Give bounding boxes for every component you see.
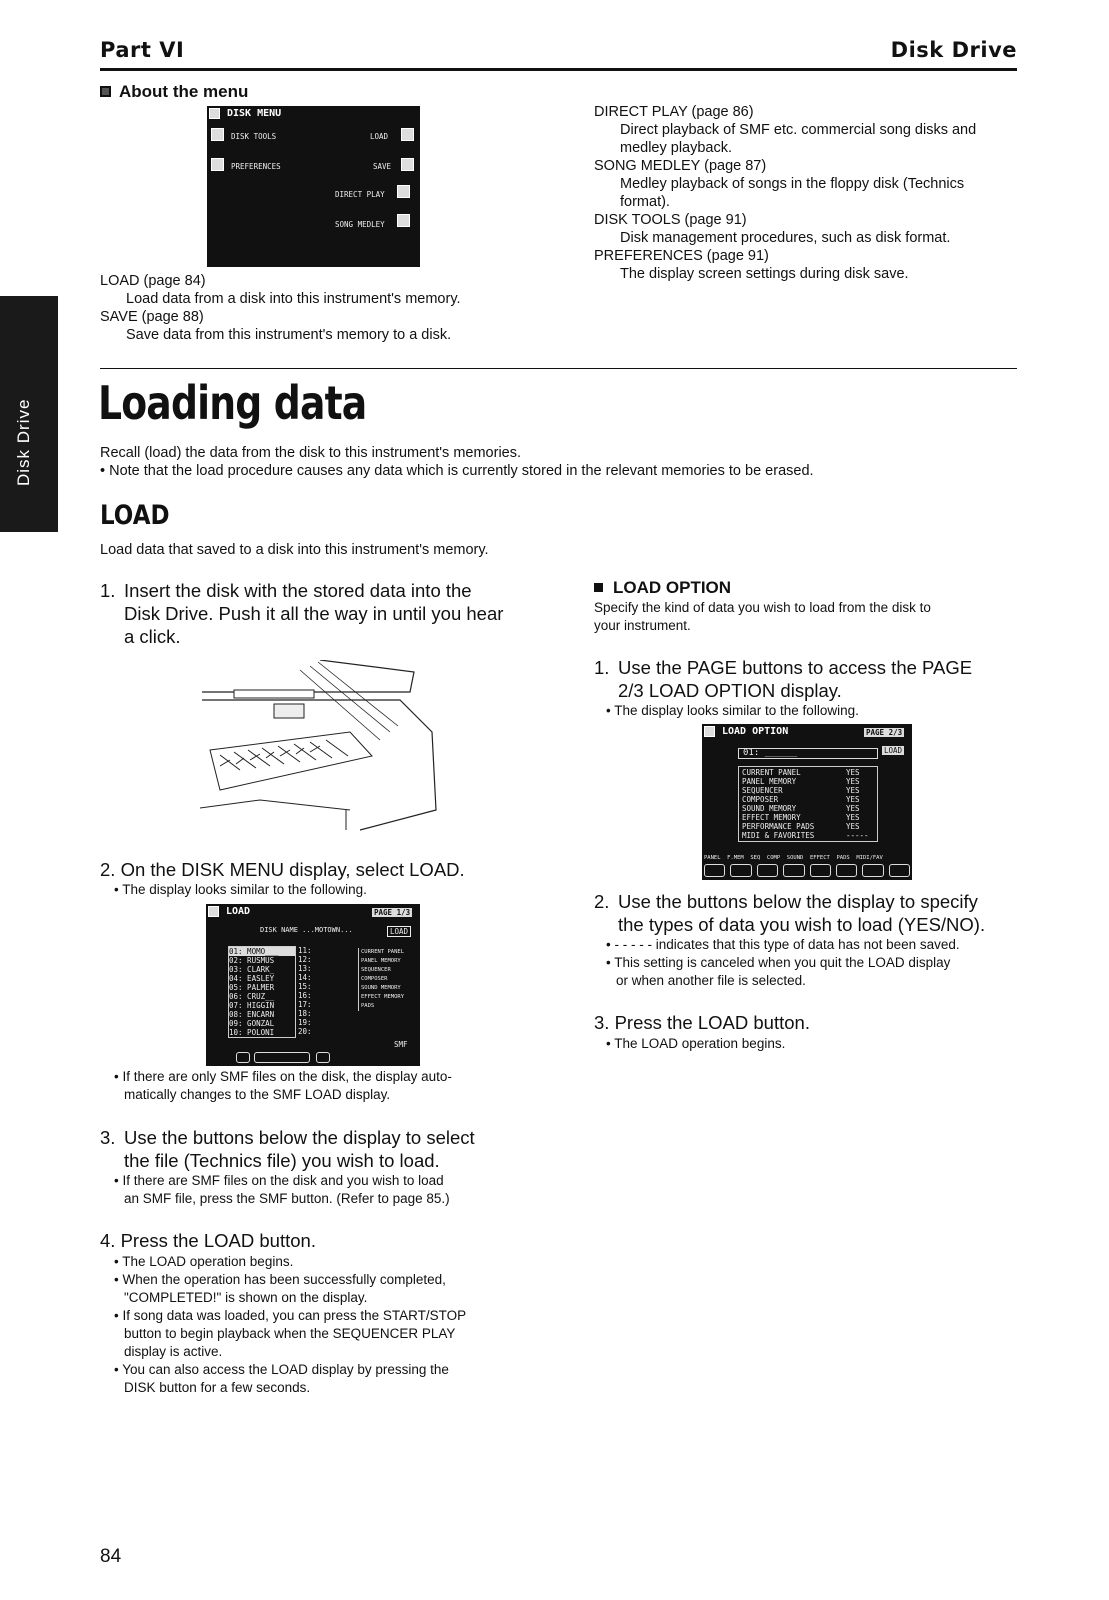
option-row-value[interactable]: YES <box>846 768 860 777</box>
data-type: SOUND MEMORY <box>361 985 401 991</box>
file-row[interactable]: 07: HIGGIN <box>229 1001 275 1010</box>
scroll-buttons <box>236 1052 346 1063</box>
save-icon <box>401 158 414 171</box>
load-screen-disk-name: DISK NAME ...MOTOWN... <box>260 926 353 934</box>
option-toggle-button[interactable] <box>704 864 725 877</box>
step4-note-7: • You can also access the LOAD display by pressing the <box>114 1362 449 1377</box>
option-step2-note-2: • This setting is canceled when you quit the LOAD display <box>606 955 951 970</box>
option-step1-number: 1. <box>594 657 610 678</box>
file-row[interactable]: 01: MOMO___ <box>229 947 295 956</box>
option-row-name: SOUND MEMORY <box>742 804 797 813</box>
data-type: SEQUENCER <box>361 967 391 973</box>
load-intro: Load data that saved to a disk into this instrument's memory. <box>100 542 489 558</box>
side-tab <box>0 296 58 532</box>
file-slot: 18: <box>298 1009 312 1018</box>
file-slot: 20: <box>298 1027 312 1036</box>
data-type: EFFECT MEMORY <box>361 994 405 1000</box>
file-slot: 19: <box>298 1018 312 1027</box>
item-direct-play-desc: Direct playback of SMF etc. commercial song disks and <box>620 122 977 138</box>
smf-note <box>114 1068 534 1104</box>
header-rule <box>100 68 1017 71</box>
option-row-name: MIDI & FAVORITES <box>742 831 815 840</box>
file-slot: 16: <box>298 991 312 1000</box>
load-icon <box>401 128 414 141</box>
scroll-bar[interactable] <box>254 1052 310 1063</box>
part-label: Part VI <box>100 38 185 62</box>
option-row-name: COMPOSER <box>742 795 779 804</box>
step2-number: 2. <box>100 859 116 880</box>
data-types <box>358 948 416 1011</box>
option-step2-notes <box>606 936 1026 990</box>
step4-number: 4. <box>100 1230 116 1251</box>
file-row[interactable]: 03: CLARK_ <box>229 965 275 974</box>
item-preferences-desc: The display screen settings during disk save. <box>620 266 909 282</box>
file-row[interactable]: 10: POLONI <box>229 1028 275 1037</box>
file-slot: 17: <box>298 1000 312 1009</box>
option-toggle-button[interactable] <box>810 864 831 877</box>
option-row-value[interactable]: YES <box>846 804 860 813</box>
option-toggle-button[interactable] <box>836 864 857 877</box>
loading-note: • Note that the load procedure causes any data which is currently stored in the relevant memories to be erased. <box>100 463 814 479</box>
step3-note-line1: • If there are SMF files on the disk and you wish to load <box>114 1173 444 1188</box>
option-step3-text: Press the LOAD button. <box>614 1012 810 1033</box>
option-step3-note: • The LOAD operation begins. <box>606 1036 786 1051</box>
square-bullet-icon <box>100 86 111 97</box>
step1-number: 1. <box>100 580 116 601</box>
option-toggle-button[interactable] <box>889 864 910 877</box>
about-heading-text: About the menu <box>119 82 249 101</box>
option-row-name: PERFORMANCE PADS <box>742 822 815 831</box>
load-screen <box>206 904 420 1066</box>
step4-note-6: display is active. <box>124 1344 223 1359</box>
option-row-name: PANEL MEMORY <box>742 777 797 786</box>
section-rule <box>100 368 1017 369</box>
smf-button: SMF <box>394 1040 408 1049</box>
preferences-icon <box>211 158 224 171</box>
load-step1 <box>100 579 540 648</box>
step3-note-line2: an SMF file, press the SMF button. (Refer to page 85.) <box>124 1191 450 1206</box>
step4-note-5: button to begin playback when the SEQUENCER PLAY <box>124 1326 456 1341</box>
smf-note-line2: matically changes to the SMF LOAD display. <box>124 1087 391 1102</box>
keyboard-disk-illustration <box>200 660 440 840</box>
option-toggle-button[interactable] <box>862 864 883 877</box>
menu-item-load: LOAD <box>370 132 389 141</box>
file-slot: 14: <box>298 973 312 982</box>
option-step3 <box>594 1011 810 1034</box>
scroll-right-button[interactable] <box>316 1052 330 1063</box>
option-screen-page: PAGE 2/3 <box>866 728 903 737</box>
item-save-desc: Save data from this instrument's memory to a disk. <box>126 327 452 343</box>
page-number: 84 <box>100 1546 122 1567</box>
option-table <box>738 766 878 842</box>
option-row-value[interactable]: YES <box>846 777 860 786</box>
item-disk-tools-desc: Disk management procedures, such as disk format. <box>620 230 951 246</box>
step4-note-4: • If song data was loaded, you can press the START/STOP <box>114 1308 467 1323</box>
option-row-value[interactable]: YES <box>846 795 860 804</box>
square-bullet-icon <box>594 583 603 592</box>
smf-note-line1: • If there are only SMF files on the disk, the display auto- <box>114 1069 452 1084</box>
data-type: COMPOSER <box>361 976 388 982</box>
file-list <box>228 946 296 1038</box>
option-row-value[interactable]: YES <box>846 786 860 795</box>
load-screen-load-button: LOAD <box>387 926 411 937</box>
option-intro <box>594 599 1024 635</box>
option-step1-line1: Use the PAGE buttons to access the PAGE <box>618 657 973 678</box>
disk-icon <box>209 108 220 119</box>
step4-text: Press the LOAD button. <box>120 1230 316 1251</box>
step4-note-1: • The LOAD operation begins. <box>114 1254 294 1269</box>
option-heading-text: LOAD OPTION <box>613 578 732 597</box>
option-heading <box>594 578 731 598</box>
item-load-desc: Load data from a disk into this instrument's memory. <box>126 291 461 307</box>
option-intro-line1: Specify the kind of data you wish to load from the disk to <box>594 600 931 615</box>
option-row-name: CURRENT PANEL <box>742 768 801 777</box>
item-disk-tools-name: DISK TOOLS (page 91) <box>594 212 747 228</box>
file-row[interactable]: 08: ENCARN <box>229 1010 275 1019</box>
file-slot: 13: <box>298 964 312 973</box>
step4-note-8: DISK button for a few seconds. <box>124 1380 311 1395</box>
step4-notes <box>114 1253 534 1397</box>
option-screen-file: 01: ______ <box>738 748 878 759</box>
load-screen-page: PAGE 1/3 <box>374 908 411 917</box>
step1-line2: Disk Drive. Push it all the way in until you hear <box>124 603 504 624</box>
option-row-name: EFFECT MEMORY <box>742 813 801 822</box>
option-step2 <box>594 890 1024 936</box>
data-type: PADS <box>361 1003 375 1009</box>
option-row-name: SEQUENCER <box>742 786 783 795</box>
menu-item-song-medley: SONG MEDLEY <box>335 220 385 229</box>
option-row-value[interactable]: YES <box>846 822 860 831</box>
side-tab-label: Disk Drive <box>14 398 33 486</box>
file-list-2 <box>298 946 358 1036</box>
step3-note <box>114 1172 534 1208</box>
item-song-medley-name: SONG MEDLEY (page 87) <box>594 158 767 174</box>
option-intro-line2: your instrument. <box>594 618 691 633</box>
step4-note-3: "COMPLETED!" is shown on the display. <box>124 1290 368 1305</box>
disk-tools-icon <box>211 128 224 141</box>
data-type: CURRENT PANEL <box>361 949 405 955</box>
step3-line2: the file (Technics file) you wish to load. <box>124 1150 440 1171</box>
option-screen-title: LOAD OPTION <box>722 726 789 737</box>
option-screen-load-button: LOAD <box>884 746 903 755</box>
about-heading <box>100 82 248 102</box>
disk-menu-screen <box>207 106 420 267</box>
file-slot: 12: <box>298 955 312 964</box>
load-step3 <box>100 1126 540 1172</box>
option-row-value[interactable]: ----- <box>846 831 869 840</box>
file-row[interactable]: 04: EASLEY <box>229 974 275 983</box>
file-row[interactable]: 06: CRUZ__ <box>229 992 275 1001</box>
menu-item-direct-play: DIRECT PLAY <box>335 190 385 199</box>
about-left-list <box>100 272 560 344</box>
about-right-list <box>594 103 1024 283</box>
load-step4 <box>100 1229 316 1252</box>
step2-note: • The display looks similar to the following. <box>114 882 367 897</box>
file-row[interactable]: 02: RUSMUS <box>229 956 275 965</box>
step2-text: On the DISK MENU display, select LOAD. <box>120 859 465 880</box>
load-screen-title: LOAD <box>226 906 251 917</box>
option-toggle-button[interactable] <box>730 864 751 877</box>
option-step1-note: • The display looks similar to the following. <box>606 703 859 718</box>
step3-line1: Use the buttons below the display to select <box>124 1127 475 1148</box>
item-song-medley-desc2: format). <box>620 194 670 210</box>
option-screen-footer: PANEL F.MEM SEQ COMP SOUND EFFECT PADS MIDI/FAV <box>704 855 883 861</box>
file-row[interactable]: 05: PALMER <box>229 983 275 992</box>
item-preferences-name: PREFERENCES (page 91) <box>594 248 769 264</box>
menu-item-save: SAVE <box>373 162 392 171</box>
option-toggle-button[interactable] <box>783 864 804 877</box>
file-slot: 15: <box>298 982 312 991</box>
loading-intro: Recall (load) the data from the disk to this instrument's memories. <box>100 445 522 461</box>
option-buttons <box>704 864 910 877</box>
menu-item-preferences: PREFERENCES <box>231 162 281 171</box>
step3-number: 3. <box>100 1127 116 1148</box>
load-step2 <box>100 858 465 881</box>
option-row-value[interactable]: YES <box>846 813 860 822</box>
section-label: Disk Drive <box>890 38 1017 62</box>
option-step2-line1: Use the buttons below the display to specify <box>618 891 978 912</box>
option-step2-line2: the types of data you wish to load (YES/NO). <box>618 914 986 935</box>
option-step2-note-1: • - - - - - indicates that this type of data has not been saved. <box>606 937 960 952</box>
option-step3-number: 3. <box>594 1012 610 1033</box>
file-slot: 11: <box>298 946 312 955</box>
step1-line3: a click. <box>124 626 181 647</box>
item-save-name: SAVE (page 88) <box>100 309 204 325</box>
option-step1-line2: 2/3 LOAD OPTION display. <box>618 680 842 701</box>
option-toggle-button[interactable] <box>757 864 778 877</box>
loading-title: Loading data <box>98 376 367 430</box>
menu-item-disk-tools: DISK TOOLS <box>231 132 277 141</box>
item-direct-play-desc2: medley playback. <box>620 140 733 156</box>
option-step1 <box>594 656 1024 702</box>
load-option-screen <box>702 724 912 880</box>
item-load-name: LOAD (page 84) <box>100 273 206 289</box>
option-step2-note-3: or when another file is selected. <box>616 973 806 988</box>
load-heading: LOAD <box>100 500 170 531</box>
data-type: PANEL MEMORY <box>361 958 401 964</box>
item-direct-play-name: DIRECT PLAY (page 86) <box>594 104 754 120</box>
direct-play-icon <box>397 185 410 198</box>
song-medley-icon <box>397 214 410 227</box>
item-song-medley-desc: Medley playback of songs in the floppy disk (Technics <box>620 176 965 192</box>
file-row[interactable]: 09: GONZAL <box>229 1019 275 1028</box>
step4-note-2: • When the operation has been successfully completed, <box>114 1272 446 1287</box>
option-step2-number: 2. <box>594 891 610 912</box>
disk-menu-title: DISK MENU <box>227 108 282 119</box>
scroll-left-button[interactable] <box>236 1052 250 1063</box>
step1-line1: Insert the disk with the stored data into the <box>124 580 472 601</box>
